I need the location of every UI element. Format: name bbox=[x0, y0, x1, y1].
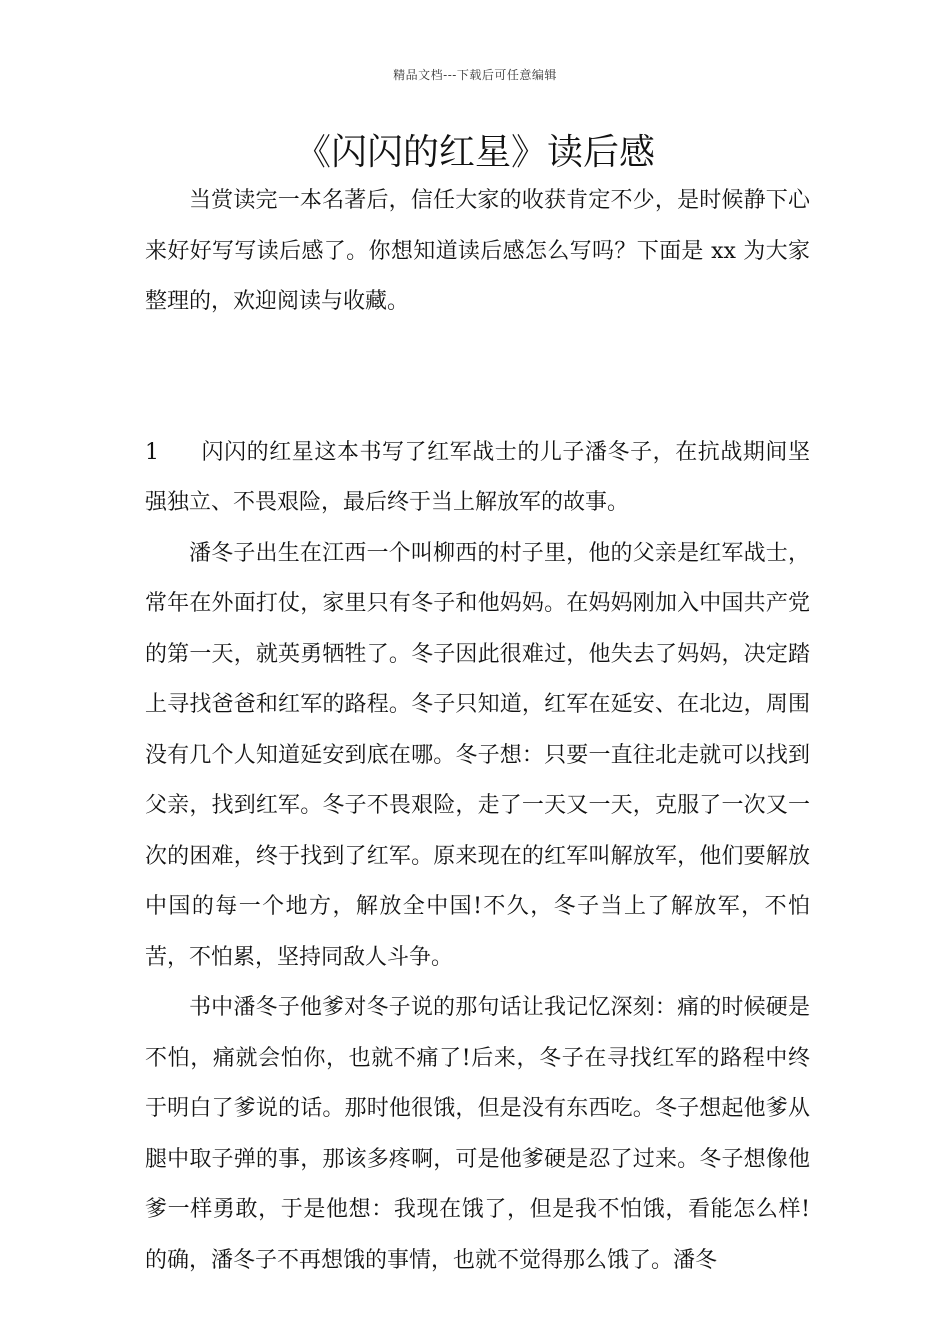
intro-paragraph: 当赏读完一本名著后，信任大家的收获肯定不少，是时候静下心来好好写写读后感了。你想知道读后感怎么写吗？下面是 xx 为大家整理的，欢迎阅读与收藏。 bbox=[145, 188, 810, 314]
body-paragraph-3: 书中潘冬子他爹对冬子说的那句话让我记忆深刻：痛的时候硬是不怕，痛就会怕你，也就不痛了!后来，冬子在寻找红军的路程中终于明白了爹说的话。那时他很饿，但是没有东西吃。冬子想起他爹从腿中取子弹的事，那该多疼啊，可是他爹硬是忍了过来。冬子想像他爹一样勇敢，于是他想：我现在饿了，但是我不怕饿，看能怎么样!的确，潘冬子不再想饿的事情，也就不觉得那么饿了。潘冬 bbox=[145, 995, 810, 1273]
document-title: 《闪闪的红星》读后感 bbox=[294, 132, 655, 173]
paragraph-gap bbox=[145, 328, 810, 428]
document-body bbox=[145, 176, 810, 1286]
numbered-paragraph-text: 闪闪的红星这本书写了红军战士的儿子潘冬子，在抗战期间坚强独立、不畏艰险，最后终于当上解放军的故事。 bbox=[145, 439, 810, 515]
body-paragraph-2: 潘冬子出生在江西一个叫柳西的村子里，他的父亲是红军战士，常年在外面打仗，家里只有冬子和他妈妈。在妈妈刚加入中国共产党的第一天，就英勇牺牲了。冬子因此很难过，他失去了妈妈，决定踏上寻找爸爸和红军的路程。冬子只知道，红军在延安、在北边，周围没有几个人知道延安到底在哪。冬子想：只要一直往北走就可以找到父亲，找到红军。冬子不畏艰险，走了一天又一天，克服了一次又一次的困难，终于找到了红军。原来现在的红军叫解放军，他们要解放中国的每一个地方，解放全中国!不久，冬子当上了解放军，不怕苦，不怕累，坚持同敌人斗争。 bbox=[145, 540, 810, 970]
section-number: 1 bbox=[145, 439, 159, 465]
header-note: 精品文档---下载后可任意编辑 bbox=[393, 68, 557, 82]
numbered-paragraph bbox=[145, 428, 810, 529]
